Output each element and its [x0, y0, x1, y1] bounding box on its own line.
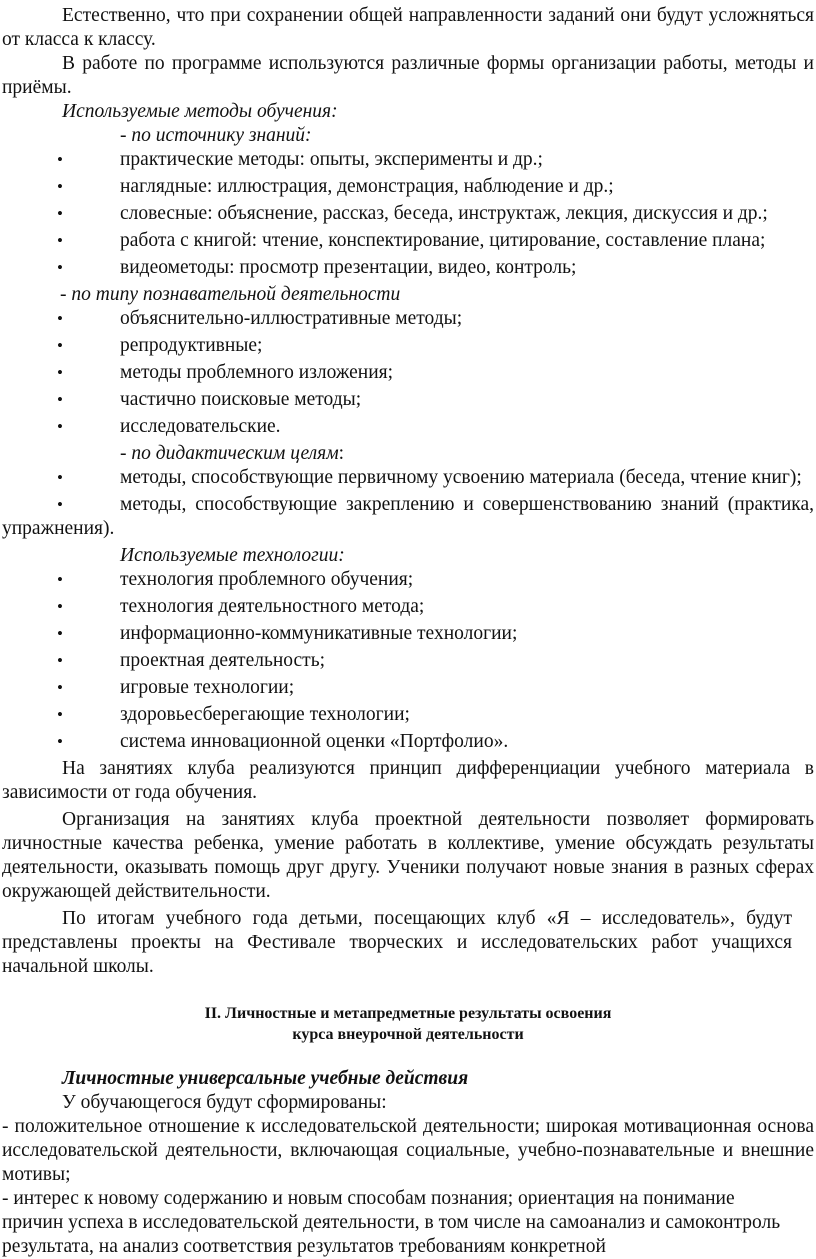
technologies-list	[2, 568, 814, 754]
list-item: • здоровьесберегающие технологии;	[2, 703, 814, 727]
paragraph-year-results: По итогам учебного года детьми, посещающих клуб «Я – исследователь», будут представлены проекты на Фестивале творческих и исследовательских работ учащихся начальной школы.	[2, 908, 792, 977]
bullet-icon: •	[57, 150, 63, 169]
list-item: • репродуктивные;	[2, 334, 814, 358]
methods-by-activity-label: - по типу познавательной деятельности	[60, 284, 401, 305]
paragraph-complexity: Естественно, что при сохранении общей направленности заданий они будут усложняться от класса к классу.	[2, 5, 814, 50]
bullet-icon: •	[57, 336, 63, 355]
bullet-icon: •	[57, 390, 63, 409]
bullet-icon: •	[57, 570, 63, 589]
goal-methods-list	[2, 466, 814, 541]
bullet-icon: •	[57, 597, 63, 616]
list-item: • частично поисковые методы;	[2, 388, 814, 412]
paragraph-project-activity: Организация на занятиях клуба проектной деятельности позволяет формировать личностные качества ребенка, умение работать в коллективе, умение обсуждать результаты деятельности, оказывать помощь друг другу. Ученики получают новые знания в разных сферах окружающей действительности.	[2, 809, 814, 902]
list-item: • информационно-коммуникативные технологии;	[2, 622, 814, 646]
bullet-icon: •	[57, 678, 63, 697]
technologies-title: Используемые технологии:	[120, 545, 345, 566]
bullet-icon: •	[57, 204, 63, 223]
list-item: • видеометоды: просмотр презентации, видео, контроль;	[2, 256, 814, 280]
section-heading: II. Личностные и метапредметные результаты освоения курса внеурочной деятельности	[204, 1005, 612, 1043]
list-item: • методы проблемного изложения;	[2, 361, 814, 385]
list-item: • игровые технологии;	[2, 676, 814, 700]
bullet-icon: •	[57, 258, 63, 277]
personal-uud-title: Личностные универсальные учебные действия	[62, 1068, 469, 1089]
bullet-icon: •	[57, 231, 63, 250]
bullet-icon: •	[57, 417, 63, 436]
bullet-icon: •	[57, 624, 63, 643]
methods-title: Используемые методы обучения:	[62, 101, 338, 122]
bullet-icon: •	[57, 363, 63, 382]
methods-by-goals-label: - по дидактическим целям:	[120, 443, 345, 464]
list-item: • система инновационной оценки «Портфолио».	[2, 730, 814, 754]
list-item: • объяснительно-иллюстративные методы;	[2, 307, 814, 331]
list-item: • словесные: объяснение, рассказ, беседа, инструктаж, лекция, дискуссия и др.;	[2, 202, 814, 226]
bullet-icon: •	[57, 705, 63, 724]
list-item: • практические методы: опыты, эксперименты и др.;	[2, 148, 814, 172]
list-item: • методы, способствующие первичному усвоению материала (беседа, чтение книг);	[2, 466, 814, 490]
list-item: • методы, способствующие закреплению и совершенствованию знаний (практика, упражнения).	[2, 494, 814, 539]
bullet-icon: •	[57, 495, 63, 514]
bullet-icon: •	[57, 468, 63, 487]
result-item-2: - интерес к новому содержанию и новым способам познания; ориентация на понимание причин успеха в исследовательской деятельности, в том числе на самоанализ и самоконтроль результата, на анализ соответствия результатов требованиям конкретной	[2, 1188, 781, 1257]
list-item: • технология деятельностного метода;	[2, 595, 814, 619]
bullet-icon: •	[57, 177, 63, 196]
methods-by-source-label: - по источнику знаний:	[120, 125, 312, 146]
activity-methods-list	[2, 307, 814, 439]
result-item-1: - положительное отношение к исследовательской деятельности; широкая мотивационная основа исследовательской деятельности, включающая социальные, учебно-познавательные и внешние мотивы;	[2, 1116, 814, 1185]
list-item: • исследовательские.	[2, 415, 814, 439]
bullet-icon: •	[57, 651, 63, 670]
bullet-icon: •	[57, 309, 63, 328]
bullet-icon: •	[57, 732, 63, 751]
list-item: • технология проблемного обучения;	[2, 568, 814, 592]
list-item: • работа с книгой: чтение, конспектирование, цитирование, составление плана;	[2, 229, 814, 253]
will-be-formed-label: У обучающегося будут сформированы:	[62, 1092, 387, 1113]
list-item: • наглядные: иллюстрация, демонстрация, наблюдение и др.;	[2, 175, 814, 199]
source-methods-list	[2, 148, 814, 280]
paragraph-differentiation: На занятиях клуба реализуются принцип дифференциации учебного материала в зависимости от года обучения.	[2, 758, 814, 803]
paragraph-forms: В работе по программе используются различные формы организации работы, методы и приёмы.	[2, 53, 814, 98]
list-item: • проектная деятельность;	[2, 649, 814, 673]
